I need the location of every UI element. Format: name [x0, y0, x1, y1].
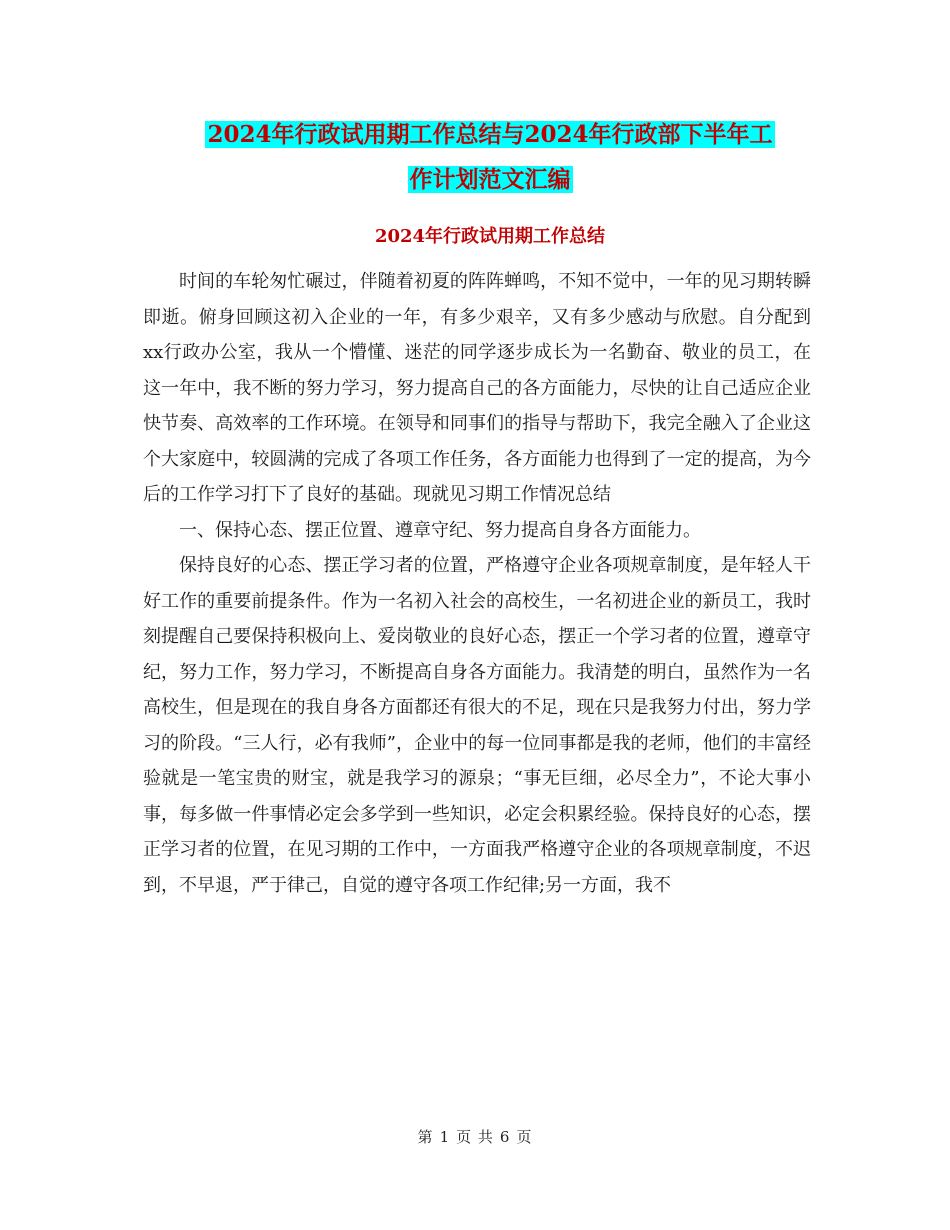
document-title-line-2: 作计划范文汇编	[409, 166, 571, 193]
document-body	[143, 264, 811, 903]
paragraph-heading-1: 一、保持心态、摆正位置、遵章守纪、努力提高自身各方面能力。	[179, 519, 701, 541]
footer-total-pages: 6	[499, 1128, 511, 1146]
footer-middle: 页 共	[456, 1128, 494, 1146]
footer-suffix: 页	[516, 1128, 533, 1146]
document-title	[140, 112, 840, 202]
paragraph-intro: 时间的车轮匆忙碾过，伴随着初夏的阵阵蝉鸣，不知不觉中，一年的见习期转瞬即逝。俯身回顾这初入企业的一年，有多少艰辛，又有多少感动与欣慰。自分配到xx行政办公室，我从一个懵懂、迷茫的同学逐步成长为一名勤奋、敬业的员工，在这一年中，我不断的努力学习，努力提高自己的各方面能力，尽快的让自己适应企业快节奏、高效率的工作环境。在领导和同事们的指导与帮助下，我完全融入了企业这个大家庭中，较圆满的完成了各项工作任务，各方面能力也得到了一定的提高，为今后的工作学习打下了良好的基础。现就见习期工作情况总结	[143, 271, 811, 505]
page-footer	[0, 1126, 950, 1147]
section-title: 2024年行政试用期工作总结	[374, 226, 606, 247]
footer-prefix: 第	[417, 1128, 434, 1146]
paragraph-body-1: 保持良好的心态、摆正学习者的位置，严格遵守企业各项规章制度，是年轻人干好工作的重要前提条件。作为一名初入社会的高校生，一名初进企业的新员工，我时刻提醒自己要保持积极向上、爱岗敬业的良好心态，摆正一个学习者的位置，遵章守纪，努力工作，努力学习，不断提高自身各方面能力。我清楚的明白，虽然作为一名高校生，但是现在的我自身各方面都还有很大的不足，现在只是我努力付出，努力学习的阶段。“三人行，必有我师”，企业中的每一位同事都是我的老师，他们的丰富经验就是一笔宝贵的财宝，就是我学习的源泉；“事无巨细，必尽全力”，不论大事小事，每多做一件事情必定会多学到一些知识，必定会积累经验。保持良好的心态，摆正学习者的位置，在见习期的工作中，一方面我严格遵守企业的各项规章制度，不迟到，不早退，严于律己，自觉的遵守各项工作纪律;另一方面，我不	[143, 555, 811, 896]
document-title-line-1: 2024年行政试用期工作总结与2024年行政部下半年工	[207, 121, 773, 148]
footer-page-number: 1	[439, 1128, 451, 1146]
